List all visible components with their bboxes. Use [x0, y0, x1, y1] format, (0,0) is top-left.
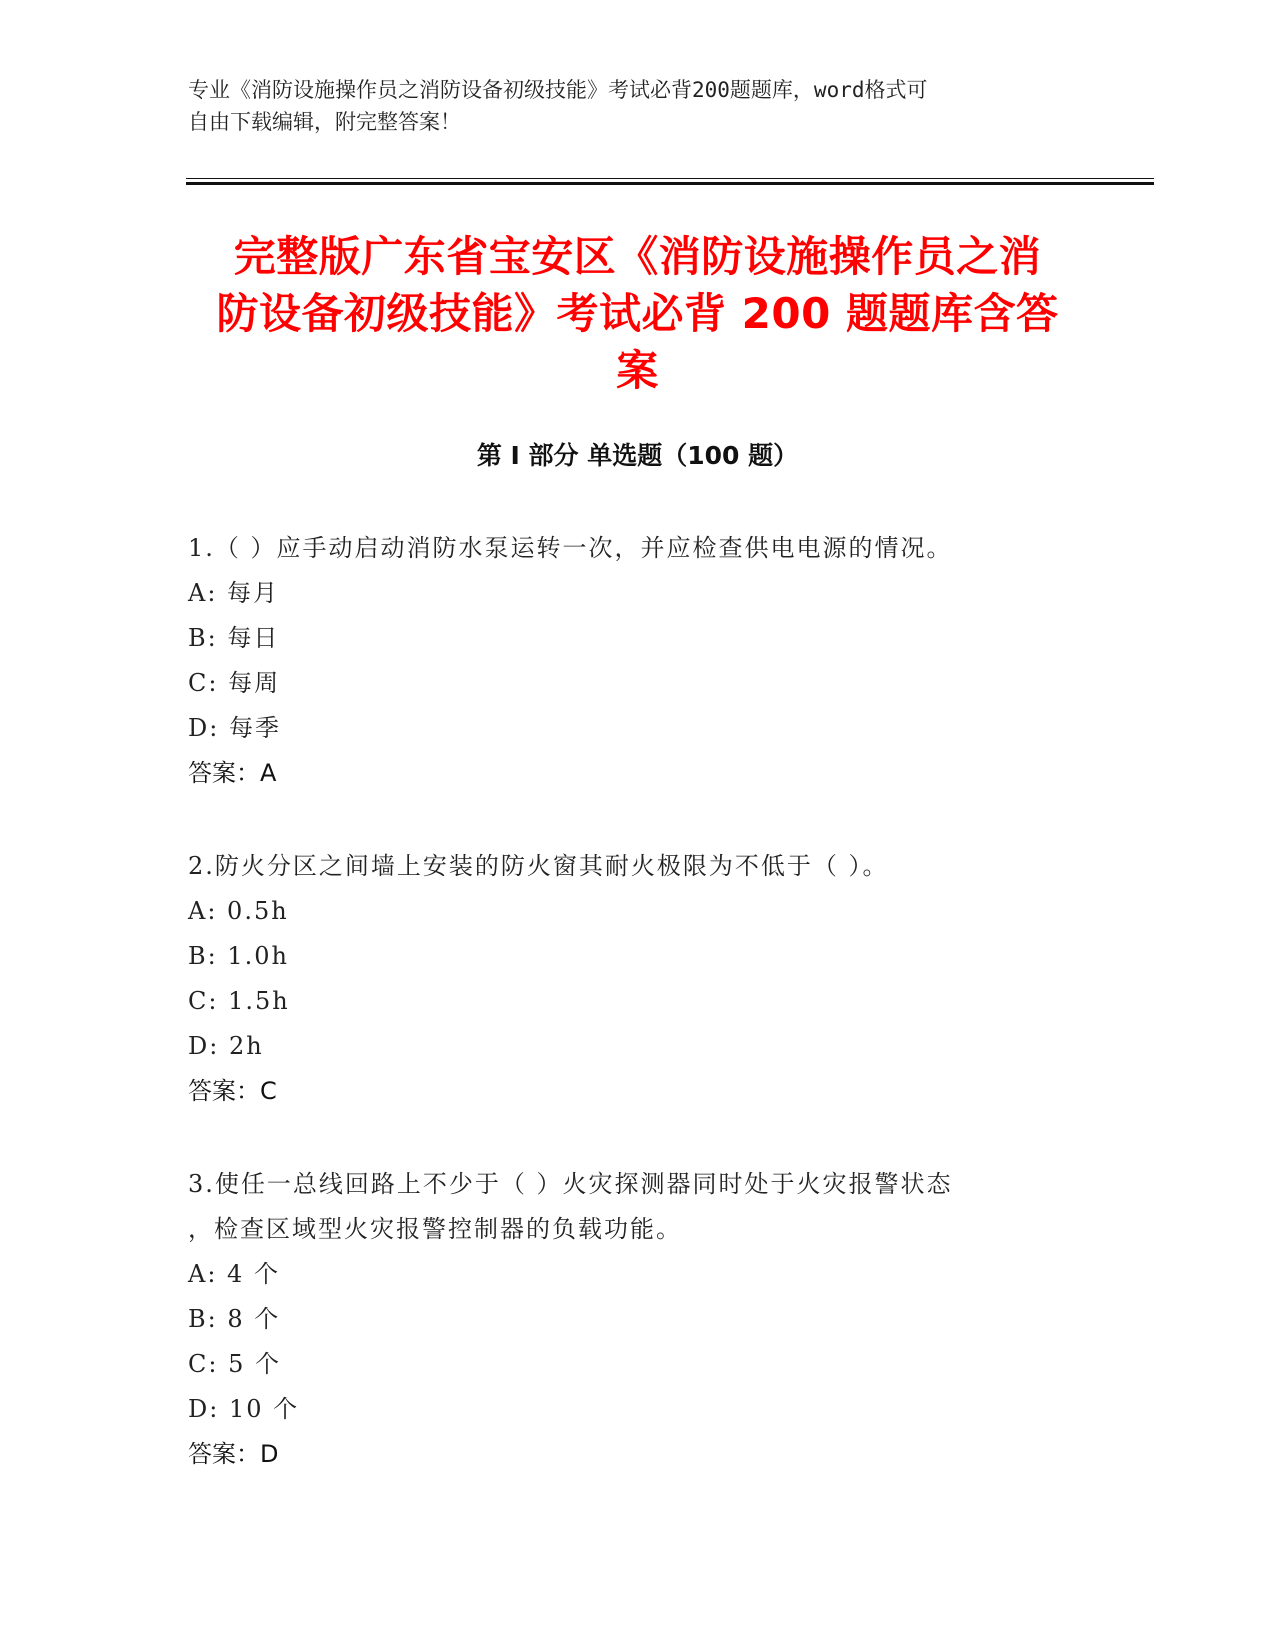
- header-note-line: 专业《消防设施操作员之消防设备初级技能》考试必背200题题库，word格式可: [188, 78, 928, 102]
- option-c: C: 5 个: [188, 1350, 281, 1378]
- option-a: A: 4 个: [188, 1260, 280, 1288]
- question-block: [188, 526, 1088, 796]
- option-d: D: 10 个: [188, 1395, 300, 1423]
- option-a: A: 每月: [188, 579, 280, 607]
- answer-line: 答案：A: [188, 759, 277, 787]
- header-note-line: 自由下载编辑，附完整答案！: [188, 110, 461, 134]
- option-d: D: 每季: [188, 714, 281, 742]
- answer-line: 答案：D: [188, 1440, 279, 1468]
- question-stem-line: 1.（ ）应手动启动消防水泵运转一次，并应检查供电电源的情况。: [188, 534, 953, 562]
- answer-line: 答案：C: [188, 1077, 277, 1105]
- option-d: D: 2h: [188, 1032, 264, 1060]
- option-c: C: 每周: [188, 669, 281, 697]
- option-b: B: 8 个: [188, 1305, 281, 1333]
- option-c: C: 1.5h: [188, 987, 290, 1015]
- option-b: B: 1.0h: [188, 942, 289, 970]
- question-stem-line: 3.使任一总线回路上不少于（ ）火灾探测器同时处于火灾报警状态: [188, 1170, 953, 1198]
- question-stem: [188, 526, 1088, 571]
- header-divider-thick: [186, 182, 1154, 185]
- option-a: A: 0.5h: [188, 897, 289, 925]
- question-block: [188, 1162, 1088, 1477]
- document-title-line: 完整版广东省宝安区《消防设施操作员之消: [233, 232, 1042, 281]
- option-b: B: 每日: [188, 624, 280, 652]
- header-note: [188, 74, 1068, 138]
- question-block: [188, 844, 1088, 1114]
- question-stem-line: ，检查区域型火灾报警控制器的负载功能。: [188, 1215, 682, 1243]
- question-stem-line: 2.防火分区之间墙上安装的防火窗其耐火极限为不低于（ ）。: [188, 852, 889, 880]
- document-title-line: 案: [616, 346, 659, 395]
- section-heading: 第 I 部分 单选题（100 题）: [476, 441, 799, 470]
- question-stem: [188, 844, 1088, 889]
- document-title-line: 防设备初级技能》考试必背 200 题题库含答: [216, 289, 1059, 338]
- document-title: [170, 228, 1105, 399]
- header-divider-thin: [186, 178, 1154, 179]
- question-stem: [188, 1162, 1088, 1252]
